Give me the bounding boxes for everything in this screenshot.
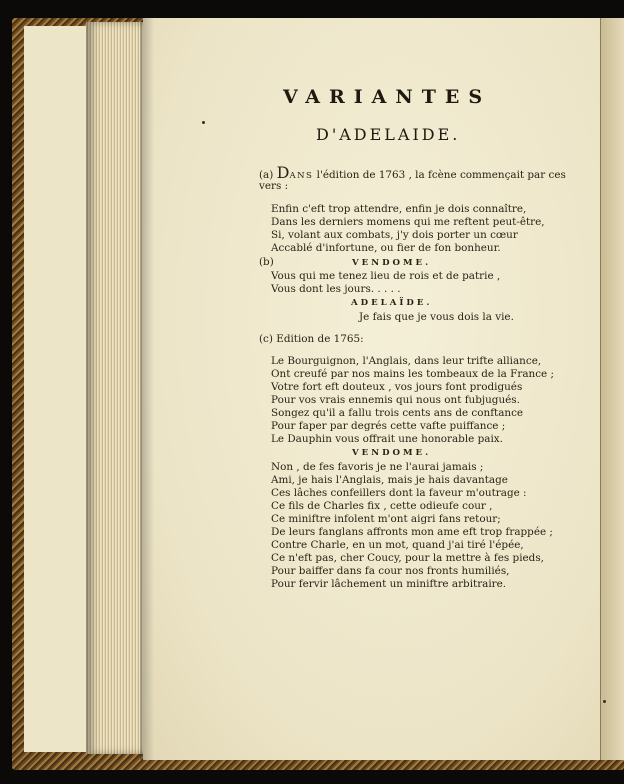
verse-line: Je fais que je vous dois la vie. xyxy=(359,311,514,323)
verse-line: Contre Charle, en un mot, quand j'ai tiré l'épée, xyxy=(271,539,524,551)
note-a-first-line xyxy=(259,163,566,183)
verse-line: Ami, je hais l'Anglais, mais je hais davantage xyxy=(271,474,508,486)
note-c-marker: (c) xyxy=(259,333,273,345)
gutter-shadow xyxy=(140,18,154,760)
verse-line: Vous qui me tenez lieu de rois et de patrie , xyxy=(271,270,501,282)
verse-line: Pour baiffer dans fa cour nos fronts humiliés, xyxy=(271,565,510,577)
note-c-intro: (c) Edition de 1765: xyxy=(259,333,364,345)
verse-line: Le Bourguignon, l'Anglais, dans leur trifte alliance, xyxy=(271,355,542,367)
page-subtitle: D'ADELAIDE. xyxy=(316,125,461,144)
note-a-text: l'édition de 1763 , la fcène commençait par ces xyxy=(313,169,566,181)
page-title: VARIANTES xyxy=(283,86,492,108)
verse-line: Si, volant aux combats, j'y dois porter un cœur xyxy=(271,229,518,241)
speaker-name: VENDOME. xyxy=(352,258,432,268)
verse-line: Vous dont les jours. . . . . xyxy=(271,283,401,295)
note-a-marker: (a) xyxy=(259,169,274,181)
ink-spot xyxy=(202,121,205,124)
verse-line: Le Dauphin vous offrait une honorable paix. xyxy=(271,433,503,445)
verse-line: Enfin c'eft trop attendre, enfin je dois connaître, xyxy=(271,203,527,215)
next-leaf-edge xyxy=(600,18,624,760)
verse-line: Songez qu'il a fallu trois cents ans de conftance xyxy=(271,407,524,419)
ink-spot xyxy=(603,700,606,703)
page-edges xyxy=(86,22,144,754)
note-a-second-line: vers : xyxy=(259,180,289,192)
verse-line: Accablé d'infortune, ou fier de fon bonheur. xyxy=(271,242,501,254)
verse-line: Ce n'eft pas, cher Coucy, pour la mettre à fes pieds, xyxy=(271,552,544,564)
verse-line: Non , de fes favoris je ne l'aurai jamais ; xyxy=(271,461,484,473)
verse-line: Dans les derniers momens qui me reftent peut-être, xyxy=(271,216,545,228)
verse-line: Ce miniftre infolent m'ont aigri fans retour; xyxy=(271,513,501,525)
speaker-name: ADELAÏDE. xyxy=(351,298,433,308)
verse-line: De leurs fanglans affronts mon ame eft trop frappée ; xyxy=(271,526,553,538)
left-endpaper xyxy=(24,26,92,752)
verse-line: Ces lâches confeillers dont la faveur m'outrage : xyxy=(271,487,527,499)
verse-line: Pour faper par degrés cette vafte puiffance ; xyxy=(271,420,506,432)
verse-line: Votre fort eft douteux , vos jours font prodigués xyxy=(271,381,523,393)
note-b-marker: (b) xyxy=(259,256,274,268)
drop-cap: D xyxy=(276,163,290,182)
verse-line: Ont creufé par nos mains les tombeaux de la France ; xyxy=(271,368,555,380)
speaker-name: VENDOME. xyxy=(352,448,432,458)
small-caps: ANS xyxy=(289,171,314,181)
verse-line: Pour fervir lâchement un miniftre arbitraire. xyxy=(271,578,507,590)
verse-line: Pour vos vrais ennemis qui nous ont fubjugués. xyxy=(271,394,520,406)
verse-line: Ce fils de Charles fix , cette odieufe cour , xyxy=(271,500,493,512)
